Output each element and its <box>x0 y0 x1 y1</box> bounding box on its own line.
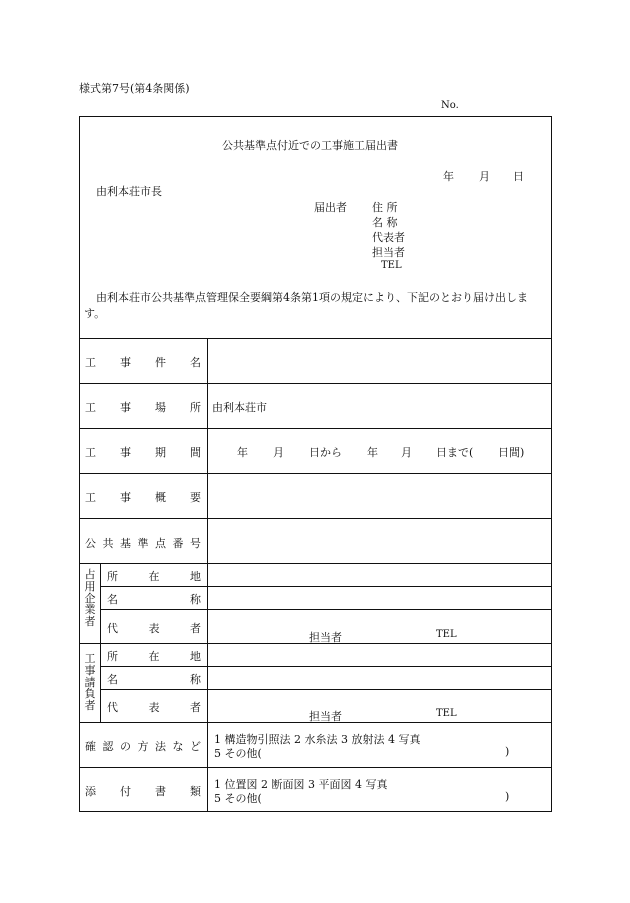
contractor-group-label <box>83 653 97 711</box>
char: 用 <box>84 579 96 593</box>
occupying-representative-label <box>107 620 201 636</box>
char: 概 <box>155 491 166 504</box>
row-divider <box>79 383 552 384</box>
row-divider <box>79 473 552 474</box>
char: 工 <box>85 356 96 369</box>
char: 所 <box>107 650 118 663</box>
char: 工 <box>85 446 96 459</box>
char: 確 <box>85 740 96 753</box>
char: 事 <box>120 356 131 369</box>
period-days: 日間) <box>498 446 525 459</box>
char: 在 <box>148 650 160 663</box>
applicant-address-label: 住 所 <box>372 201 398 214</box>
char: 番 <box>172 537 184 550</box>
char: 代 <box>107 701 118 714</box>
char: 付 <box>120 785 131 798</box>
char: 書 <box>155 785 166 798</box>
work-name-label <box>85 354 201 370</box>
char: 工 <box>84 652 96 665</box>
char: 件 <box>155 356 166 369</box>
char: 地 <box>190 570 201 583</box>
declaration-line1: 由利本荘市公共基準点管理保全要綱第4条第1項の規定により、下記のとおり届け出しま <box>96 291 528 304</box>
applicant-representative-label: 代表者 <box>372 231 405 244</box>
form-number: 様式第7号(第4条関係) <box>79 82 190 95</box>
occupying-contact-label: 担当者 <box>309 631 342 644</box>
row-divider <box>100 666 552 667</box>
confirmation-close-paren: ) <box>505 745 510 758</box>
char: 在 <box>148 570 160 583</box>
char: 所 <box>107 570 118 583</box>
applicant-tel-label: TEL <box>381 260 402 271</box>
char: 公 <box>85 537 96 550</box>
row-divider <box>79 428 552 429</box>
period-month1: 月 <box>273 446 284 459</box>
contractor-contact-label: 担当者 <box>309 710 342 723</box>
declaration-line2: す。 <box>84 307 106 320</box>
char: 共 <box>102 537 114 550</box>
confirmation-label <box>85 738 201 754</box>
period-day-from: 日から <box>309 446 342 459</box>
date-day: 日 <box>513 170 524 183</box>
char: 者 <box>84 615 96 628</box>
char: 事 <box>120 446 131 459</box>
applicant-label: 届出者 <box>314 201 347 214</box>
char: 称 <box>190 673 201 686</box>
attachments-close-paren: ) <box>505 790 510 803</box>
occupying-tel-label: TEL <box>436 629 457 640</box>
char: 工 <box>85 401 96 414</box>
char: 準 <box>137 537 149 550</box>
char: 事 <box>84 663 96 677</box>
char: ど <box>190 740 201 753</box>
benchmark-number-label <box>85 535 201 551</box>
char: 名 <box>107 673 118 686</box>
char: 添 <box>85 785 96 798</box>
period-year2: 年 <box>367 446 378 459</box>
char: 請 <box>84 675 96 689</box>
char: 者 <box>84 699 96 712</box>
char: 期 <box>155 446 166 459</box>
work-period-label <box>85 444 201 460</box>
date-month: 月 <box>479 170 490 183</box>
occupying-location-label <box>107 568 201 584</box>
work-location-label <box>85 399 201 415</box>
work-location-value[interactable]: 由利本荘市 <box>212 401 267 414</box>
char: 類 <box>190 785 201 798</box>
char: な <box>172 740 184 753</box>
row-divider <box>100 609 552 610</box>
attachments-options-line2: 5 その他( <box>214 792 262 805</box>
char: 間 <box>190 446 201 459</box>
row-divider <box>100 689 552 690</box>
contractor-tel-label: TEL <box>436 708 457 719</box>
char: 称 <box>190 593 201 606</box>
char: 場 <box>155 401 166 414</box>
char: 占 <box>84 568 96 581</box>
attachments-label <box>85 783 201 799</box>
char: 地 <box>190 650 201 663</box>
contractor-location-label <box>107 648 201 664</box>
char: 認 <box>102 740 114 753</box>
period-year1: 年 <box>237 446 248 459</box>
contractor-name-label <box>107 671 201 687</box>
row-divider <box>79 563 552 564</box>
char: 表 <box>148 622 160 635</box>
occupying-name-label <box>107 591 201 607</box>
applicant-contact-label: 担当者 <box>372 246 405 259</box>
char: 名 <box>190 356 201 369</box>
occupying-company-group-label <box>83 569 97 627</box>
row-divider <box>79 767 552 768</box>
contractor-representative-label <box>107 699 201 715</box>
char: 代 <box>107 622 118 635</box>
date-year: 年 <box>443 170 454 183</box>
char: 事 <box>120 401 131 414</box>
row-divider <box>100 586 552 587</box>
char: 表 <box>148 701 160 714</box>
char: 点 <box>155 537 166 550</box>
char: 号 <box>190 537 201 550</box>
applicant-name-label: 名 称 <box>372 216 398 229</box>
char: 工 <box>85 491 96 504</box>
char: 者 <box>190 701 201 714</box>
char: 所 <box>190 401 201 414</box>
group-column-divider <box>100 563 101 722</box>
char: 方 <box>137 740 149 753</box>
char: 要 <box>190 491 201 504</box>
char: 名 <box>107 593 118 606</box>
row-divider <box>79 338 552 339</box>
row-divider <box>79 518 552 519</box>
char: 企 <box>84 591 96 605</box>
column-divider <box>207 338 208 812</box>
attachments-options-line1: 1 位置図 2 断面図 3 平面図 4 写真 <box>214 778 388 791</box>
char: の <box>120 740 131 753</box>
char: 業 <box>84 603 96 617</box>
period-month2: 月 <box>401 446 412 459</box>
no-label: No. <box>441 100 459 111</box>
period-day-to: 日まで( <box>436 446 474 459</box>
char: 基 <box>120 537 131 550</box>
confirmation-options-line1: 1 構造物引照法 2 水糸法 3 放射法 4 写真 <box>214 733 421 746</box>
char: 事 <box>120 491 131 504</box>
form-title: 公共基準点付近での工事施工届出書 <box>222 139 398 152</box>
char: 負 <box>84 687 96 701</box>
confirmation-options-line2: 5 その他( <box>214 747 262 760</box>
addressee: 由利本荘市長 <box>96 185 162 198</box>
char: 者 <box>190 622 201 635</box>
char: 法 <box>155 740 166 753</box>
work-summary-label <box>85 489 201 505</box>
